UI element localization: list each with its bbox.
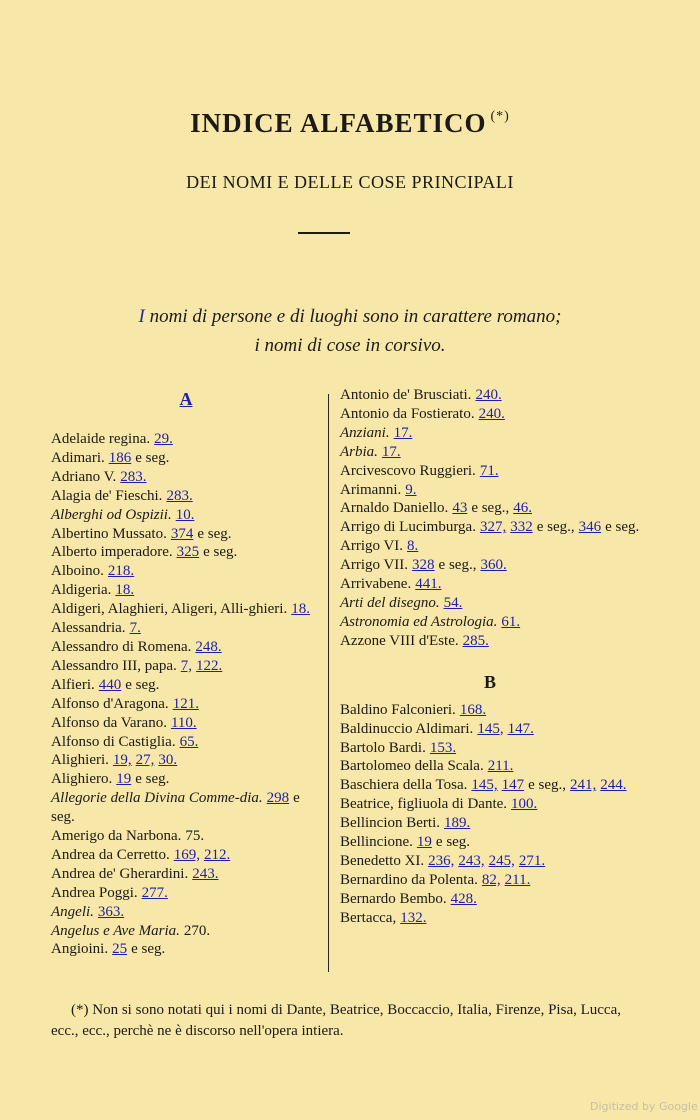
index-entry [340,776,640,795]
page-link[interactable]: 19 [116,771,132,788]
page-link[interactable]: 186 [108,449,132,466]
entry-name: Bertacca, [340,909,397,926]
entry-suffix: e seg. [131,941,166,958]
index-entry [51,865,321,884]
page-link[interactable]: 441. [415,576,442,593]
index-entry [340,871,640,890]
entry-name: Alessandro di Romena. [51,638,192,655]
page-link[interactable]: 244. [600,777,627,794]
page-link[interactable]: 211. [504,871,531,888]
index-entry [51,657,321,676]
index-entry [51,903,321,922]
page-link[interactable]: 428. [450,890,477,907]
page-link[interactable]: 243, [458,852,485,869]
entry-name: Alfonso da Varano. [51,714,167,731]
entry-name: Albertino Mussato. [51,525,167,542]
footnote [51,1000,621,1042]
index-entry [340,814,640,833]
index-entry [340,518,640,537]
entry-name: Baldinuccio Aldimari. [340,720,474,737]
entry-name: Alfieri. [51,676,95,693]
page-link[interactable]: 147 [501,777,525,794]
page-link[interactable]: 168. [459,701,487,718]
entry-name: Andrea da Cerretto. [51,846,170,863]
entry-name: Arimanni. [340,481,402,498]
index-entry [340,462,640,481]
right-entries-b [340,701,640,928]
page-link[interactable]: 9. [405,481,417,498]
index-entry [340,852,640,871]
entry-name: Bernardo Bembo. [340,890,447,907]
footnote-text: (*) Non si sono notati qui i nomi di Dante, Beatrice, Boccaccio, Italia, Firenze, Pisa, Lucca, ecc., ecc., perchè ne è discorso nell'opera intiera. [51,1002,621,1039]
index-entry [340,739,640,758]
right-column [340,386,640,928]
entry-name: Arti del disegno. [340,594,440,611]
page-link[interactable]: 169, [173,846,200,863]
page-link[interactable]: 132. [400,909,427,926]
entry-name: Azzone VIII d'Este. [340,632,459,649]
page-link[interactable]: 153. [429,739,457,756]
index-entry [340,481,640,500]
index-entry [51,525,321,544]
entry-name: Baldino Falconieri. [340,701,456,718]
entry-name: Alessandria. [51,620,126,637]
page-link[interactable]: 360. [480,557,507,574]
right-entries-a [340,386,640,651]
entry-name: Aldigeria. [51,582,112,599]
index-entry [51,789,321,827]
page-link[interactable]: 10. [175,506,195,523]
page-link[interactable]: 243. [192,865,219,882]
page-link[interactable]: 18. [115,582,135,599]
entry-suffix: e seg. [135,449,170,466]
page-link[interactable]: 19 [416,834,432,851]
entry-name: Alberghi od Ospizii. [51,506,172,523]
entry-name: Alboino. [51,563,104,580]
index-entry [340,443,640,462]
left-column [51,386,321,959]
index-entry [340,720,640,739]
entry-suffix: e seg., [438,557,477,574]
page-link[interactable]: 325 [176,544,200,561]
entry-suffix: e seg. [605,519,640,536]
index-entry [51,733,321,752]
entry-suffix: e seg., [528,777,567,794]
entry-suffix: e seg. [135,771,170,788]
page-link[interactable]: 29. [154,431,173,447]
entry-suffix: e seg., [471,500,510,517]
entry-suffix: e seg. [197,525,232,542]
intro-line-2: i nomi di cose in corsivo. [254,335,446,356]
entry-name: Bartolomeo della Scala. [340,758,484,775]
entry-name: Alberto imperadore. [51,544,173,561]
index-entry [51,600,321,619]
index-entry [51,770,321,789]
entry-name: Alfonso d'Aragona. [51,695,169,712]
entry-name: Angelus e Ave Maria. [51,922,180,939]
page-link[interactable]: 374 [170,525,194,542]
entry-name: Astronomia ed Astrologia. [340,613,498,630]
intro-line-1 [0,302,700,331]
page-link[interactable]: 54. [443,594,463,611]
index-entry [51,922,321,941]
index-entry [51,751,321,770]
index-entry [340,405,640,424]
page-link[interactable]: 277. [141,884,168,901]
letter-spacer [51,412,321,430]
entry-name: Bernardino da Polenta. [340,871,478,888]
entry-name: Arrigo di Lucimburga. [340,519,476,536]
index-entry [340,594,640,613]
entry-name: Arcivescovo Ruggieri. [340,462,476,479]
page-subtitle: DEI NOMI E DELLE COSE PRINCIPALI [186,172,514,192]
index-entry [51,543,321,562]
page-link[interactable]: 283. [120,468,147,485]
entry-name: Bartolo Bardi. [340,739,426,756]
entry-name: Amerigo da Narbona. [51,828,182,845]
page-link[interactable]: 46. [513,500,532,517]
entry-suffix: e seg. [125,676,160,693]
page-link[interactable]: 218. [107,563,135,580]
index-entry [51,468,321,487]
page-link[interactable]: 27, [135,752,155,769]
index-entry [51,846,321,865]
index-entry [51,506,321,525]
index-entry [340,499,640,518]
page-link[interactable]: 18. [291,601,310,618]
page-link[interactable]: 283. [166,487,193,504]
page-link[interactable]: 363. [97,903,125,920]
entry-suffix: 270. [183,922,211,939]
entry-name: Bellincion Berti. [340,815,440,832]
entry-name: Arbia. [340,443,378,460]
index-entry [340,632,640,651]
index-entry [340,556,640,575]
page-link[interactable]: 110. [170,714,197,731]
page-link[interactable]: 328 [412,557,435,574]
index-entry [51,884,321,903]
page-link[interactable]: 65. [179,733,199,750]
entry-name: Alighiero. [51,771,113,788]
index-entry [340,833,640,852]
index-entry [51,695,321,714]
entry-name: Alfonso di Castiglia. [51,733,176,750]
index-entry [51,638,321,657]
title-rule [298,232,350,234]
entry-name: Angioini. [51,941,109,958]
page-link[interactable]: 440 [98,676,122,693]
page-link[interactable]: 100. [511,796,538,813]
page-link[interactable]: 30. [158,752,178,769]
page-link[interactable]: 43 [452,500,468,517]
index-entry [51,676,321,695]
page-link[interactable]: 248. [195,638,222,655]
watermark: Digitized by Google [590,1100,698,1113]
entry-name: Andrea de' Gherardini. [51,865,189,882]
column-divider [328,394,329,972]
entry-suffix: e seg. [435,834,471,851]
entry-name: Alessandro III, papa. [51,657,177,674]
entry-name: Benedetto XI. [340,852,425,869]
entry-name: Alagia de' Fieschi. [51,487,163,504]
page-link[interactable]: 145, [471,777,498,794]
page-link[interactable]: 19, [112,752,132,769]
page-link[interactable]: 285. [462,632,489,649]
entry-name: Andrea Poggi. [51,884,138,901]
page-link[interactable]: 240. [478,405,505,422]
index-entry [51,487,321,506]
index-entry [51,940,321,959]
entry-name: Antonio de' Brusciati. [340,387,472,403]
index-entry [51,430,321,449]
page-link[interactable]: 8. [407,538,419,555]
index-entry [51,827,321,846]
entry-suffix: e seg. [51,790,300,826]
page-title [0,108,700,139]
page-link[interactable]: 61. [501,613,521,630]
entry-name: Arrigo VI. [340,538,404,555]
index-entry [51,619,321,638]
page-link[interactable]: 271. [518,852,546,869]
index-entry [340,537,640,556]
entry-name: Baschiera della Tosa. [340,777,468,794]
entry-name: Alighieri. [51,752,109,769]
page-link[interactable]: 145, [477,720,504,737]
intro-note [0,302,700,360]
page-link[interactable]: 71. [479,462,499,479]
index-entry [51,581,321,600]
entry-name: Angeli. [51,903,94,920]
page-link[interactable]: 7, [180,657,193,674]
entry-name: Arnaldo Daniello. [340,500,449,517]
page-link[interactable]: 17. [381,443,401,460]
left-entries [51,430,321,959]
entry-suffix: 75. [185,828,205,845]
index-entry [340,795,640,814]
page-link[interactable]: 327, [479,519,507,536]
entry-name: Allegorie della Divina Comme-dia. [51,790,263,807]
section-letter-a[interactable]: A [179,389,193,409]
entry-suffix: e seg., [536,519,575,536]
page-link[interactable]: 25 [112,941,128,958]
page-link[interactable]: 298 [266,790,290,807]
index-entry [340,701,640,720]
index-entry [340,575,640,594]
entry-name: Adelaide regina. [51,431,151,447]
intro-lead-letter: I [138,306,145,327]
page-link[interactable]: 122. [196,657,223,674]
index-entry [340,424,640,443]
entry-name: Arrivabene. [340,576,412,593]
index-entry [340,757,640,776]
footnote-mark: (*) [490,109,510,124]
page-link[interactable]: 211. [487,758,514,775]
index-entry [340,909,640,928]
page-link[interactable]: 241, [570,777,597,794]
entry-name: Antonio da Fostierato. [340,405,475,422]
page-link[interactable]: 245, [488,852,515,869]
entry-name: Aldigeri, Alaghieri, Aligeri, Alli-ghieri. [51,601,288,618]
page-link[interactable]: 17. [393,424,413,441]
page-link[interactable]: 212. [203,846,231,863]
page-link[interactable]: 240. [475,387,502,403]
index-entry [340,613,640,632]
entry-suffix: e seg. [203,544,238,561]
index-entry [51,449,321,468]
intro-line-1-text: nomi di persone e di luoghi sono in carattere romano; [144,306,562,327]
index-entry [340,386,640,405]
page-link[interactable]: 82, [481,871,501,888]
index-entry [51,714,321,733]
page-link[interactable]: 7. [129,620,141,637]
section-spacer [340,651,640,669]
page-link[interactable]: 147. [507,720,534,737]
page-link[interactable]: 346 [578,519,602,536]
entry-name: Beatrice, figliuola di Dante. [340,796,508,813]
entry-name: Arrigo VII. [340,557,409,574]
page-link[interactable]: 236, [428,852,455,869]
index-entry [51,562,321,581]
entry-name: Bellincione. [340,834,413,851]
entry-name: Adriano V. [51,468,117,485]
entry-name: Adimari. [51,449,105,466]
page-link[interactable]: 189. [443,815,471,832]
title-text: INDICE ALFABETICO [190,108,487,138]
page-link[interactable]: 121. [172,695,199,712]
index-entry [340,890,640,909]
page-link[interactable]: 332 [510,519,533,536]
section-letter-b: B [483,671,496,692]
entry-name: Anziani. [340,424,390,441]
